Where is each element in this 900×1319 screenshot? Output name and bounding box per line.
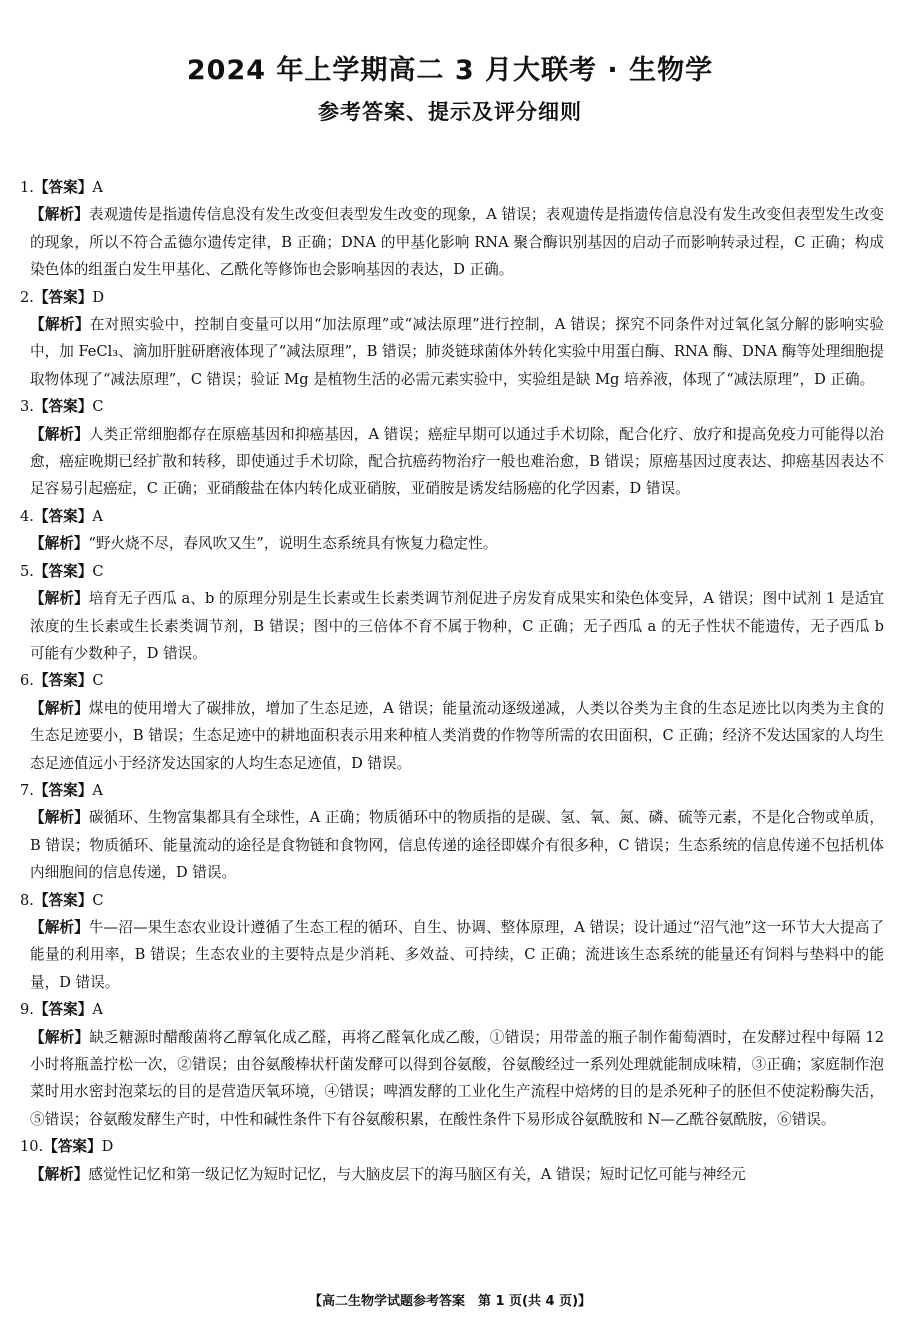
answer-list — [20, 174, 884, 1188]
explanation-tag: 【解析】 — [30, 809, 89, 827]
question-number: 7. — [20, 781, 34, 799]
explanation — [30, 585, 884, 667]
answer-line — [20, 667, 884, 694]
answer-value: C — [92, 891, 104, 909]
explanation — [30, 421, 884, 503]
explanation-text: 牛—沼—果生态农业设计遵循了生态工程的循环、自生、协调、整体原理，A 错误；设计通过“沼气池”这一环节大大提高了能量的利用率，B 错误；生态农业的主要特点是少消耗、多效益、可持续，C 正确；流进该生态系统的能量还有饲料与垫料中的能量，D 错误。 — [30, 918, 884, 991]
answer-value: A — [92, 507, 103, 525]
answer-item-9 — [20, 996, 884, 1133]
answer-value: C — [92, 672, 104, 690]
explanation-tag: 【解析】 — [30, 918, 89, 936]
question-number: 3. — [20, 398, 34, 416]
answer-value: D — [101, 1138, 114, 1156]
explanation-text: 碳循环、生物富集都具有全球性，A 正确；物质循环中的物质指的是碳、氢、氧、氮、磷、硫等元素，不是化合物或单质，B 错误；物质循环、能量流动的途径是食物链和食物网，信息传递的途径即媒介有很多种，C 错误；生态系统的信息传递不包括机体内细胞间的信息传递，D 错误。 — [30, 809, 884, 882]
explanation-tag: 【解析】 — [30, 699, 89, 717]
answer-value: A — [92, 781, 103, 799]
answer-item-10 — [20, 1133, 884, 1188]
answer-line — [20, 996, 884, 1023]
explanation-tag: 【解析】 — [30, 316, 90, 334]
question-number: 2. — [20, 288, 34, 306]
answer-value: C — [92, 562, 104, 580]
question-number: 1. — [20, 179, 34, 196]
answer-item-8 — [20, 887, 884, 997]
question-number: 10. — [20, 1138, 44, 1156]
page-footer: 【高二生物学试题参考答案 第 1 页(共 4 页)】 — [308, 1294, 592, 1309]
explanation — [30, 530, 884, 557]
question-number: 6. — [20, 672, 34, 690]
explanation-text: 煤电的使用增大了碳排放，增加了生态足迹，A 错误；能量流动逐级递减，人类以谷类为主食的生态足迹比以肉类为主食的生态足迹要小，B 错误；生态足迹中的耕地面积表示用来种植人类消费的作物等所需的农田面积，C 正确；经济不发达国家的人均生态足迹值远小于经济发达国家的人均生态足迹值，D 错误。 — [30, 699, 884, 772]
answer-value: C — [92, 398, 104, 416]
page-subtitle: 参考答案、提示及评分细则 — [318, 100, 582, 124]
answer-item-7 — [20, 777, 884, 887]
question-number: 5. — [20, 562, 34, 580]
question-number: 8. — [20, 891, 34, 909]
answer-tag: 【答案】 — [33, 891, 93, 909]
answer-line — [20, 1133, 884, 1160]
answer-item-3 — [20, 393, 884, 503]
explanation-text: 表观遗传是指遗传信息没有发生改变但表型发生改变的现象，A 错误；表观遗传是指遗传信息没有发生改变但表型发生改变的现象，所以不符合孟德尔遗传定律，B 正确；DNA 的甲基化影响 RNA 聚合酶识别基因的启动子而影响转录过程，C 正确；构成染色体的组蛋白发生甲基化、乙酰化等修饰也会影响基因的表达，D 正确。 — [30, 206, 884, 279]
explanation — [30, 695, 884, 777]
page-title: 2024 年上学期高二 3 月大联考 · 生物学 — [186, 55, 714, 86]
explanation-text: 感觉性记忆和第一级记忆为短时记忆，与大脑皮层下的海马脑区有关，A 错误；短时记忆可能与神经元 — [88, 1165, 746, 1183]
answer-tag: 【答案】 — [33, 562, 93, 580]
answer-item-4 — [20, 503, 884, 558]
explanation-text: 培育无子西瓜 a、b 的原理分别是生长素或生长素类调节剂促进子房发育成果实和染色体变异，A 错误；图中试剂 1 是适宜浓度的生长素或生长素类调节剂，B 错误；图中的三倍体不育不属于物种，C 正确；无子西瓜 a 的无子性状不能遗传，无子西瓜 b 可能有少数种子，D 错误。 — [30, 590, 884, 662]
explanation-tag: 【解析】 — [30, 206, 89, 224]
explanation — [30, 1024, 884, 1134]
answer-value: D — [92, 288, 105, 306]
explanation-tag: 【解析】 — [30, 535, 89, 553]
answer-line — [20, 174, 884, 201]
explanation — [30, 1161, 884, 1188]
answer-item-5 — [20, 558, 884, 668]
answer-line — [20, 393, 884, 420]
question-number: 4. — [20, 507, 34, 525]
explanation-tag: 【解析】 — [30, 1165, 89, 1183]
answer-item-6 — [20, 667, 884, 777]
explanation — [30, 914, 884, 996]
answer-value: A — [92, 1001, 103, 1019]
answer-item-1 — [20, 174, 884, 284]
answer-tag: 【答案】 — [33, 1001, 93, 1019]
explanation-tag: 【解析】 — [30, 590, 89, 608]
explanation — [30, 201, 884, 283]
answer-tag: 【答案】 — [33, 507, 93, 525]
answer-line — [20, 777, 884, 804]
explanation-text: 人类正常细胞都存在原癌基因和抑癌基因，A 错误；癌症早期可以通过手术切除，配合化疗、放疗和提高免疫力可能得以治愈，癌症晚期已经扩散和转移，即使通过手术切除，配合抗癌药物治疗一般也难治愈，B 错误；原癌基因过度表达、抑癌基因表达不足容易引起癌症，C 正确；亚硝酸盐在体内转化成亚硝胺，亚硝胺是诱发结肠癌的化学因素，D 错误。 — [30, 425, 884, 498]
explanation-text: 缺乏糖源时醋酸菌将乙醇氧化成乙醛，再将乙醛氧化成乙酸，①错误；用带盖的瓶子制作葡萄酒时，在发酵过程中每隔 12 小时将瓶盖拧松一次，②错误；由谷氨酸棒状杆菌发酵可以得到谷氨酸，谷氨酸经过一系列处理就能制成味精，③正确；家庭制作泡菜时用水密封泡菜坛的目的是营造厌氧环境，④错误；啤酒发酵的工业化生产流程中焙烤的目的是杀死种子的胚但不使淀粉酶失活，⑤错误；谷氨酸发酵生产时，中性和碱性条件下有谷氨酸积累，在酸性条件下易形成谷氨酰胺和 N—乙酰谷氨酰胺，⑥错误。 — [30, 1028, 884, 1128]
explanation — [30, 804, 884, 886]
answer-line — [20, 887, 884, 914]
explanation-tag: 【解析】 — [30, 1028, 90, 1046]
explanation-text: “野火烧不尽，春风吹又生”，说明生态系统具有恢复力稳定性。 — [88, 535, 498, 553]
question-number: 9. — [20, 1001, 34, 1019]
answer-tag: 【答案】 — [33, 398, 93, 416]
answer-value: A — [92, 179, 103, 196]
answer-tag: 【答案】 — [43, 1138, 102, 1156]
answer-tag: 【答案】 — [33, 781, 93, 799]
answer-tag: 【答案】 — [33, 179, 93, 196]
answer-tag: 【答案】 — [33, 288, 93, 306]
answer-item-2 — [20, 284, 884, 394]
answer-line — [20, 558, 884, 585]
answer-tag: 【答案】 — [33, 672, 93, 690]
answer-line — [20, 284, 884, 311]
explanation-text: 在对照实验中，控制自变量可以用“加法原理”或“减法原理”进行控制，A 错误；探究不同条件对过氧化氢分解的影响实验中，加 FeCl₃、滴加肝脏研磨液体现了“减法原理”，B 错误；肺炎链球菌体外转化实验中用蛋白酶、RNA 酶、DNA 酶等处理细胞提取物体现了“减法原理”，C 错误；验证 Mg 是植物生活的必需元素实验中，实验组是缺 Mg 培养液，体现了“减法原理”，D 正确。 — [30, 316, 884, 388]
explanation — [30, 311, 884, 393]
explanation-tag: 【解析】 — [30, 425, 89, 443]
answer-line — [20, 503, 884, 530]
